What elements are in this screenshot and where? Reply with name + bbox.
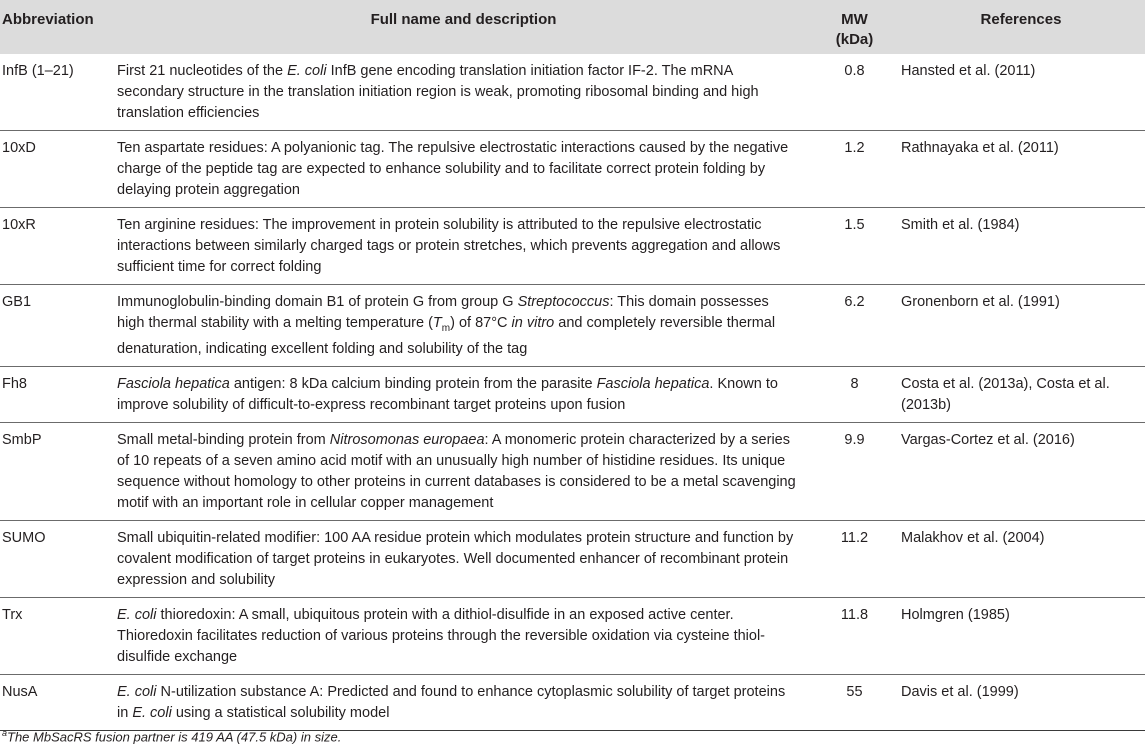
cell-description <box>115 208 812 285</box>
table-footnote <box>2 728 341 744</box>
description-text: . Known to improve solubility of difficult-to-express recombinant target proteins upon fusion <box>117 375 778 413</box>
cell-mw: 8 <box>812 366 897 422</box>
description-text: Ten arginine residues: The improvement in protein solubility is attributed to the repulsive electrostatic interactions between similarly charged tags or protein stretches, which prevents aggregation and allows sufficient time for correct folding <box>117 217 781 275</box>
table-row <box>0 366 1145 422</box>
italic-text: in vitro <box>511 315 555 331</box>
description-text: antigen: 8 kDa calcium binding protein from the parasite <box>229 375 597 392</box>
cell-description <box>115 674 812 730</box>
description-text: First 21 nucleotides of the <box>117 63 288 79</box>
description-text: Small ubiquitin-related modifier: 100 AA residue protein which modulates protein structure and function by covalent modification of target proteins in eukaryotes. Well documented enhancer of recombinant protein expression and solubility <box>117 529 794 588</box>
header-mw <box>812 0 897 54</box>
cell-reference: Holmgren (1985) <box>897 597 1145 674</box>
cell-abbreviation: NusA <box>0 674 115 730</box>
header-row <box>0 0 1145 54</box>
description-text: : A monomeric protein characterized by a series of 10 repeats of a seven amino acid motif with an unusually high number of histidine residues. Its unique sequence without homology to other proteins in current databases is considered to be a metal scavenging motif with an important role in cellular copper management <box>117 431 796 511</box>
cell-description <box>115 54 812 131</box>
cell-mw: 1.2 <box>812 131 897 208</box>
cell-reference: Malakhov et al. (2004) <box>897 520 1145 597</box>
table-row <box>0 597 1145 674</box>
cell-abbreviation: Trx <box>0 597 115 674</box>
header-references: References <box>897 0 1145 54</box>
footnote-text: The MbSacRS fusion partner is 419 AA (47.5 kDa) in size. <box>7 729 342 745</box>
italic-text: E. coli <box>132 704 172 721</box>
table-body <box>0 54 1145 730</box>
description-text: Small metal-binding protein from <box>117 431 330 448</box>
header-abbreviation: Abbreviation <box>0 0 115 54</box>
cell-mw: 11.2 <box>812 520 897 597</box>
cell-mw: 55 <box>812 674 897 730</box>
italic-text: E. coli <box>117 606 157 623</box>
cell-description <box>115 366 812 422</box>
cell-abbreviation: 10xD <box>0 131 115 208</box>
description-text: : This domain possesses high thermal stability with a melting temperature ( <box>117 294 769 331</box>
italic-text: Fasciola hepatica <box>117 375 230 392</box>
cell-abbreviation: InfB (1–21) <box>0 54 115 131</box>
cell-mw: 1.5 <box>812 208 897 285</box>
cell-description <box>115 422 812 520</box>
italic-text: Streptococcus <box>517 294 610 310</box>
table-row <box>0 520 1145 597</box>
cell-reference: Gronenborn et al. (1991) <box>897 285 1145 367</box>
description-text: InfB gene encoding translation initiation factor IF-2. The mRNA secondary structure in the translation initiation region is weak, promoting ribosomal binding and high translation efficiencies <box>117 63 759 121</box>
table-row <box>0 674 1145 730</box>
cell-abbreviation: GB1 <box>0 285 115 367</box>
table-row <box>0 208 1145 285</box>
cell-mw: 11.8 <box>812 597 897 674</box>
italic-text: E. coli <box>117 683 157 700</box>
header-mw-line1: MW <box>841 11 868 28</box>
cell-mw: 0.8 <box>812 54 897 131</box>
description-text: ) of 87°C <box>450 315 512 331</box>
header-full-name: Full name and description <box>115 0 812 54</box>
footnote-marker: a <box>2 728 8 738</box>
description-text: and completely reversible thermal denaturation, indicating excellent folding and solubility of the tag <box>117 315 776 357</box>
cell-reference: Vargas-Cortez et al. (2016) <box>897 422 1145 520</box>
table-header <box>0 0 1145 54</box>
italic-text: Fasciola hepatica <box>596 375 710 392</box>
table-row <box>0 422 1145 520</box>
header-mw-line2: (kDa) <box>835 31 874 48</box>
cell-reference: Davis et al. (1999) <box>897 674 1145 730</box>
cell-description <box>115 285 812 367</box>
description-text: thioredoxin: A small, ubiquitous protein with a dithiol-disulfide in an exposed active center. Thioredoxin facilitates reduction of various proteins through the reversible oxidation via cysteine thiol-disulfide exchange <box>117 606 766 665</box>
description-text: Immunoglobulin-binding domain B1 of protein G from group G <box>117 294 518 310</box>
table-row <box>0 285 1145 367</box>
cell-abbreviation: 10xR <box>0 208 115 285</box>
italic-text: Nitrosomonas europaea <box>329 431 485 448</box>
description-text: using a statistical solubility model <box>171 704 390 721</box>
italic-text: E. coli <box>287 63 327 79</box>
italic-text: T <box>432 315 442 331</box>
cell-mw: 6.2 <box>812 285 897 367</box>
cell-description <box>115 597 812 674</box>
cell-abbreviation: SUMO <box>0 520 115 597</box>
cell-abbreviation: Fh8 <box>0 366 115 422</box>
description-text: Ten aspartate residues: A polyanionic tag. The repulsive electrostatic interactions caused by the negative charge of the peptide tag are expected to enhance solubility and to facilitate correct protein folding by delaying protein aggregation <box>117 140 789 198</box>
description-text: N-utilization substance A: Predicted and found to enhance cytoplasmic solubility of target proteins in <box>117 683 786 721</box>
cell-mw: 9.9 <box>812 422 897 520</box>
cell-description <box>115 520 812 597</box>
subscript-text: m <box>441 322 451 334</box>
cell-description <box>115 131 812 208</box>
table-row <box>0 131 1145 208</box>
cell-abbreviation: SmbP <box>0 422 115 520</box>
cell-reference: Hansted et al. (2011) <box>897 54 1145 131</box>
cell-reference: Smith et al. (1984) <box>897 208 1145 285</box>
cell-reference: Rathnayaka et al. (2011) <box>897 131 1145 208</box>
table-row <box>0 54 1145 131</box>
cell-reference: Costa et al. (2013a), Costa et al. (2013b) <box>897 366 1145 422</box>
